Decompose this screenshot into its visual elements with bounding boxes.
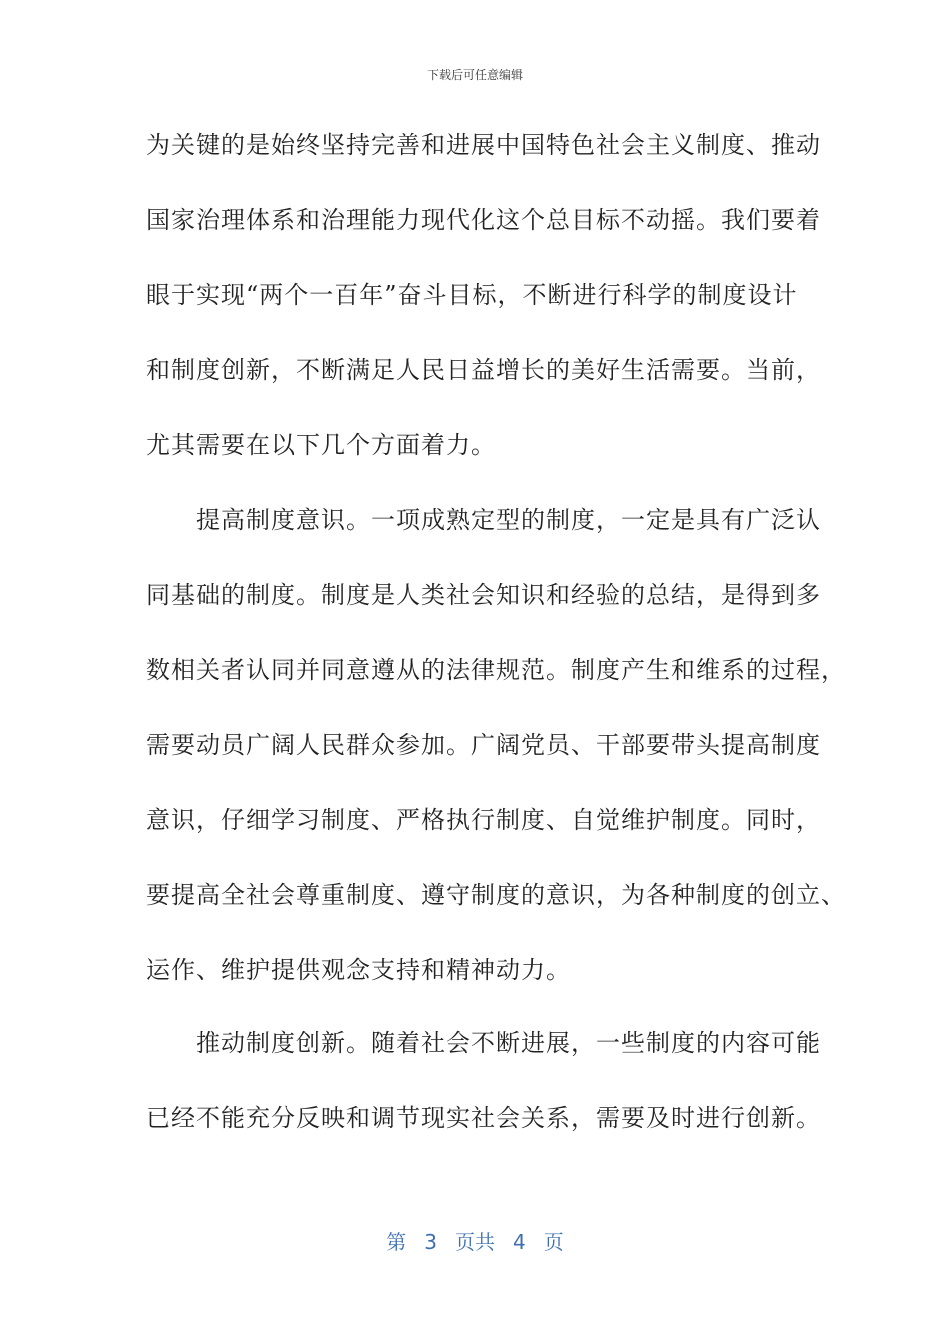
footer-middle: 页共: [455, 1230, 495, 1254]
paragraph-start-line: 提高制度意识。一项成熟定型的制度，一定是具有广泛认: [146, 506, 821, 534]
footer-prefix: 第: [386, 1230, 407, 1254]
body-line: 运作、维护提供观念支持和精神动力。: [146, 956, 571, 984]
body-line: 眼于实现“两个一百年”奋斗目标，不断进行科学的制度设计: [146, 281, 798, 309]
footer-page-number: 3: [424, 1230, 437, 1254]
body-line: 要提高全社会尊重制度、遵守制度的意识，为各种制度的创立、: [146, 881, 846, 909]
body-line: 数相关者认同并同意遵从的法律规范。制度产生和维系的过程，: [146, 656, 846, 684]
paragraph-start-line: 推动制度创新。随着社会不断进展，一些制度的内容可能: [146, 1029, 821, 1057]
footer-total-pages: 4: [513, 1230, 526, 1254]
body-line: 尤其需要在以下几个方面着力。: [146, 431, 496, 459]
body-line: 国家治理体系和治理能力现代化这个总目标不动摇。我们要着: [146, 206, 821, 234]
body-line: 意识，仔细学习制度、严格执行制度、自觉维护制度。同时，: [146, 806, 821, 834]
body-line: 为关键的是始终坚持完善和进展中国特色社会主义制度、推动: [146, 131, 821, 159]
body-line: 和制度创新，不断满足人民日益增长的美好生活需要。当前，: [146, 356, 821, 384]
body-line: 已经不能充分反映和调节现实社会关系，需要及时进行创新。: [146, 1104, 821, 1132]
page-footer: [0, 1226, 950, 1255]
page-header: 下载后可任意编辑: [426, 68, 523, 82]
body-line: 需要动员广阔人民群众参加。广阔党员、干部要带头提高制度: [146, 731, 821, 759]
footer-suffix: 页: [543, 1230, 564, 1254]
body-line: 同基础的制度。制度是人类社会知识和经验的总结，是得到多: [146, 581, 821, 609]
